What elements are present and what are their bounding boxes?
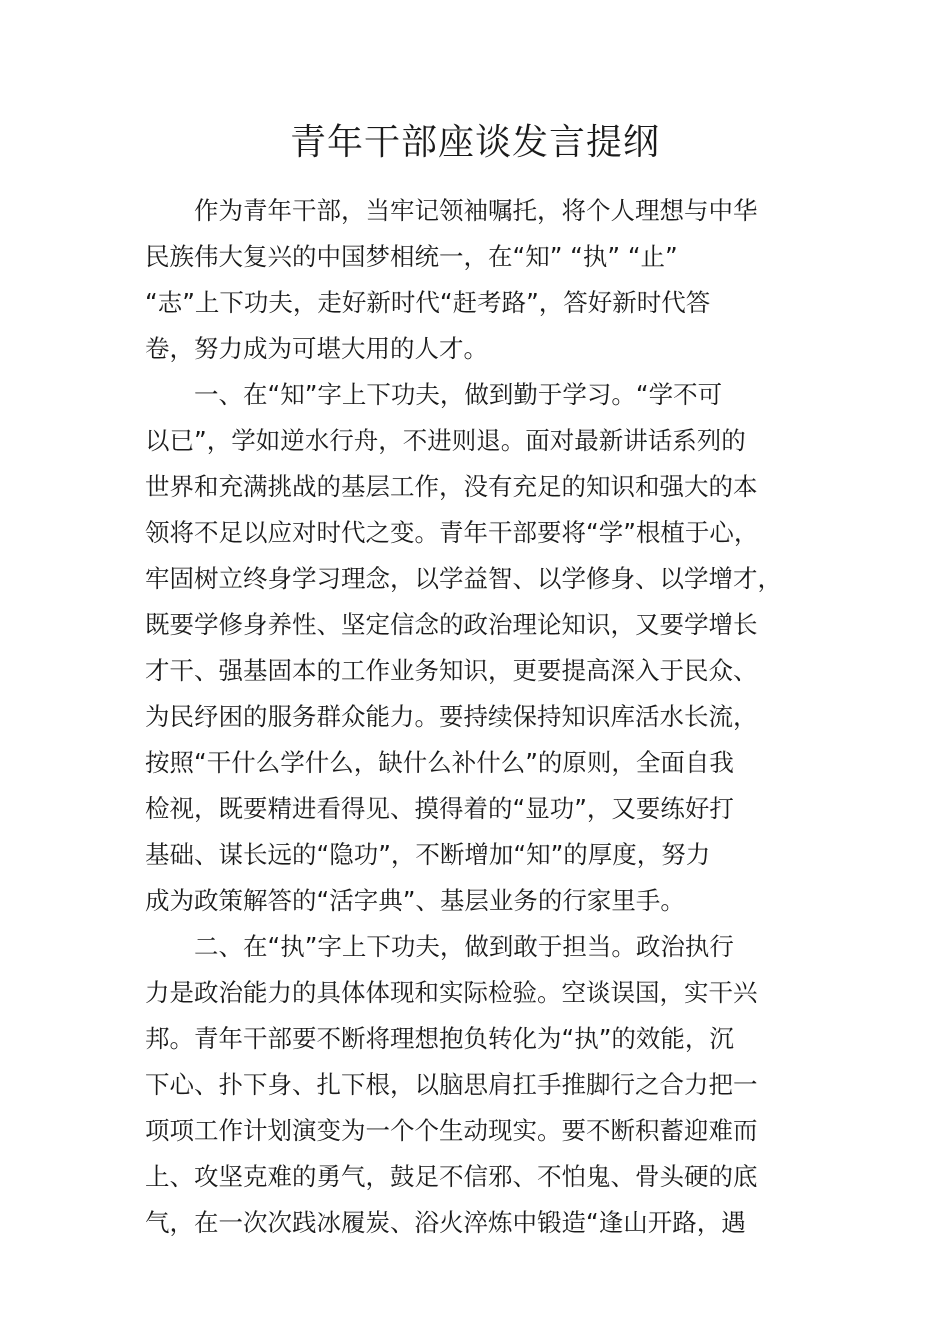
paragraph-2-line-5: 牢固树立终身学习理念，以学益智、以学修身、以学增才，	[145, 564, 782, 593]
paragraph-2-line-2: 以已”，学如逆水行舟，不进则退。面对最新讲话系列的	[145, 426, 746, 455]
paragraph-3-line-2: 力是政治能力的具体体现和实际检验。空谈误国，实干兴	[145, 978, 758, 1007]
paragraph-1-line-2: 民族伟大复兴的中国梦相统一，在“知” “执” “止”	[145, 242, 678, 271]
paragraph-2-line-11: 基础、谋长远的“隐功”，不断增加“知”的厚度，努力	[145, 840, 711, 869]
paragraph-1-line-1: 作为青年干部，当牢记领袖嘱托，将个人理想与中华	[194, 196, 758, 225]
paragraph-3-line-1: 二、在“执”字上下功夫，做到敢于担当。政治执行	[194, 932, 734, 961]
paragraph-2-line-10: 检视，既要精进看得见、摸得着的“显功”，又要练好打	[145, 794, 734, 823]
paragraph-2-line-6: 既要学修身养性、坚定信念的政治理论知识，又要学增长	[145, 610, 758, 639]
paragraph-2-line-8: 为民纾困的服务群众能力。要持续保持知识库活水长流，	[145, 702, 758, 731]
paragraph-3-line-7: 气，在一次次践冰履炭、浴火淬炼中锻造“逢山开路，遇	[145, 1208, 746, 1237]
paragraph-1-line-4: 卷，努力成为可堪大用的人才。	[145, 334, 488, 363]
document-body	[145, 188, 805, 1246]
paragraph-3-line-4: 下心、扑下身、扎下根，以脑思肩扛手推脚行之合力把一	[145, 1070, 758, 1099]
paragraph-2-line-7: 才干、强基固本的工作业务知识，更要提高深入于民众、	[145, 656, 758, 685]
paragraph-2-line-12: 成为政策解答的“活字典”、基层业务的行家里手。	[145, 886, 685, 915]
paragraph-3-line-3: 邦。青年干部要不断将理想抱负转化为“执”的效能，沉	[145, 1024, 734, 1053]
paragraph-2-line-1: 一、在“知”字上下功夫，做到勤于学习。“学不可	[194, 380, 723, 409]
document-title: 青年干部座谈发言提纲	[289, 122, 660, 163]
paragraph-3-line-5: 项项工作计划演变为一个个生动现实。要不断积蓄迎难而	[145, 1116, 758, 1145]
paragraph-2-line-9: 按照“干什么学什么，缺什么补什么”的原则，全面自我	[145, 748, 734, 777]
paragraph-2-line-4: 领将不足以应对时代之变。青年干部要将“学”根植于心，	[145, 518, 759, 547]
paragraph-1-line-3: “志”上下功夫，走好新时代“赶考路”，答好新时代答	[145, 288, 711, 317]
paragraph-3-line-6: 上、攻坚克难的勇气，鼓足不信邪、不怕鬼、骨头硬的底	[145, 1162, 758, 1191]
paragraph-2-line-3: 世界和充满挑战的基层工作，没有充足的知识和强大的本	[145, 472, 758, 501]
